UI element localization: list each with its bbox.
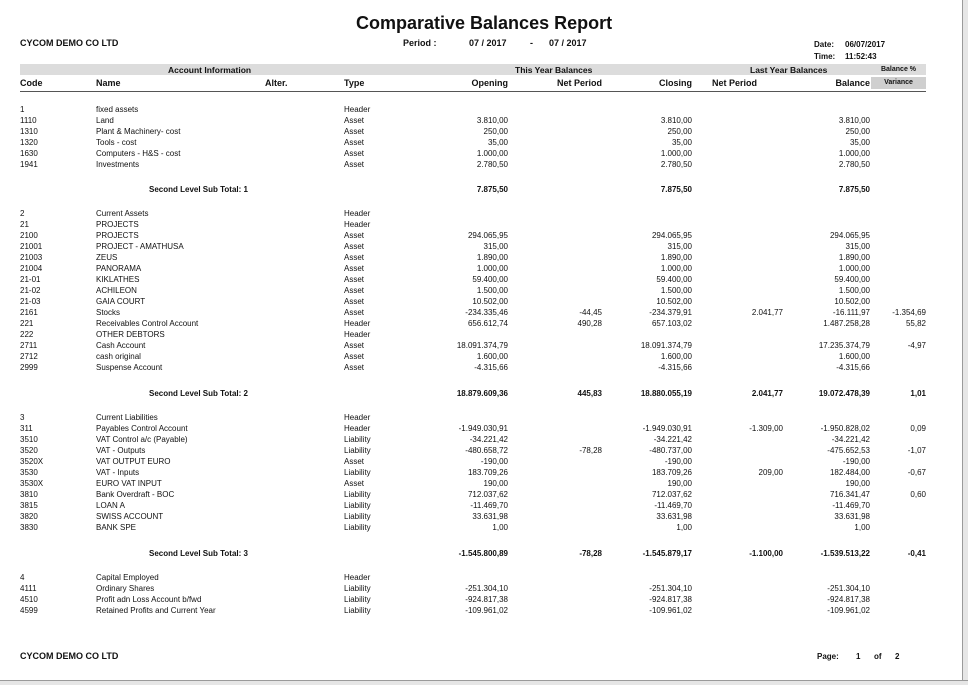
table-row (0, 522, 968, 533)
opening-value: 250,00 (483, 127, 508, 136)
table-row (0, 583, 968, 594)
account-type: Asset (344, 242, 365, 251)
account-name: Profit adn Loss Account b/fwd (96, 595, 202, 604)
account-type: Asset (344, 297, 365, 306)
account-name: GAIA COURT (96, 297, 146, 306)
date-value: 06/07/2017 (845, 40, 886, 49)
table-row (0, 126, 968, 137)
account-type: Asset (344, 138, 365, 147)
account-type: Asset (344, 160, 365, 169)
period-label: Period : (403, 38, 437, 48)
account-code: 4510 (20, 595, 38, 604)
table-row (0, 148, 968, 159)
closing-value: 18.091.374,79 (640, 341, 692, 350)
account-type: Header (344, 220, 371, 229)
account-type: Liability (344, 606, 371, 615)
table-row (0, 500, 968, 511)
account-name: Tools - cost (96, 138, 137, 147)
account-type: Header (344, 413, 371, 422)
table-row (0, 241, 968, 252)
account-code: 3815 (20, 501, 38, 510)
net-period-value: -78,28 (579, 446, 602, 455)
closing-value: 3.810,00 (660, 116, 692, 125)
table-row (0, 605, 968, 616)
ly-balance-value: -109.961,02 (827, 606, 870, 615)
table-row (0, 423, 968, 434)
account-code: 222 (20, 330, 34, 339)
net-period-value: 490,28 (577, 319, 602, 328)
ly-balance-value: -1.950.828,02 (820, 424, 870, 433)
subtotal-row (0, 388, 968, 399)
opening-value: 656.612,74 (467, 319, 508, 328)
closing-value: -924.817,38 (649, 595, 692, 604)
table-row (0, 274, 968, 285)
variance-value: 55,82 (905, 319, 926, 328)
footer-page-number: 1 (856, 652, 861, 661)
account-code: 2 (20, 209, 25, 218)
account-name: cash original (96, 352, 141, 361)
opening-value: 10.502,00 (472, 297, 508, 306)
opening-value: -4.315,66 (474, 363, 508, 372)
account-name: PANORAMA (96, 264, 142, 273)
table-row (0, 351, 968, 362)
account-code: 1310 (20, 127, 38, 136)
footer-company-name: CYCOM DEMO CO LTD (20, 651, 119, 661)
opening-value: 33.631,98 (472, 512, 508, 521)
account-code: 1320 (20, 138, 38, 147)
closing-value: -11.469,70 (654, 501, 692, 510)
opening-value: 1.500,00 (476, 286, 508, 295)
opening-value: 35,00 (487, 138, 508, 147)
closing-value: -4.315,66 (658, 363, 692, 372)
closing-value: 250,00 (667, 127, 692, 136)
table-row (0, 572, 968, 583)
table-row (0, 104, 968, 115)
report-title: Comparative Balances Report (356, 13, 613, 33)
account-name: Retained Profits and Current Year (96, 606, 216, 615)
table-row (0, 511, 968, 522)
ly-balance-value: -190,00 (842, 457, 870, 466)
opening-value: 1.600,00 (476, 352, 508, 361)
table-row (0, 296, 968, 307)
account-name: Investments (96, 160, 140, 169)
ly-balance-value: 1.890,00 (838, 253, 870, 262)
account-type: Liability (344, 523, 371, 532)
account-code: 21001 (20, 242, 43, 251)
table-row (0, 285, 968, 296)
closing-value: 183.709,26 (651, 468, 692, 477)
opening-value: 18.091.374,79 (456, 341, 508, 350)
ly-balance-value: 59.400,00 (834, 275, 870, 284)
account-name: Ordinary Shares (96, 584, 155, 593)
account-name: KIKLATHES (96, 275, 140, 284)
ly-balance-value: -924.817,38 (827, 595, 870, 604)
table-row (0, 456, 968, 467)
account-code: 3810 (20, 490, 38, 499)
table-row (0, 252, 968, 263)
closing-value: 33.631,98 (656, 512, 692, 521)
time-label: Time: (814, 52, 836, 61)
table-row (0, 230, 968, 241)
account-type: Liability (344, 468, 371, 477)
account-type: Asset (344, 149, 365, 158)
account-type: Asset (344, 308, 365, 317)
col-ly-net-period: Net Period (712, 78, 758, 88)
account-type: Asset (344, 264, 365, 273)
account-name: Computers - H&S - cost (96, 149, 181, 158)
closing-value: 1.890,00 (660, 253, 692, 262)
window-bottom-edge (0, 680, 968, 685)
opening-value: 1.890,00 (476, 253, 508, 262)
opening-value: -1.949.030,91 (458, 424, 508, 433)
closing-value: 190,00 (667, 479, 692, 488)
account-type: Header (344, 573, 371, 582)
account-type: Asset (344, 275, 365, 284)
account-name: Receivables Control Account (96, 319, 199, 328)
table-row (0, 478, 968, 489)
ly-balance-value: 33.631,98 (834, 512, 870, 521)
account-code: 221 (20, 319, 34, 328)
variance-value: -1.354,69 (892, 308, 926, 317)
closing-value: 294.065,95 (651, 231, 692, 240)
account-code: 3820 (20, 512, 38, 521)
opening-value: -251.304,10 (465, 584, 508, 593)
col-alter: Alter. (265, 78, 288, 88)
account-code: 4599 (20, 606, 38, 615)
period-separator: - (530, 38, 533, 48)
account-name: VAT - Inputs (96, 468, 140, 477)
table-row (0, 159, 968, 170)
subtotal-ly-balance: 19.072.478,39 (818, 389, 870, 398)
ly-balance-value: -475.652,53 (827, 446, 870, 455)
footer-of-label: of (874, 652, 882, 661)
variance-value: -1,07 (907, 446, 926, 455)
footer-page-total: 2 (895, 652, 900, 661)
header-this-year-balances: This Year Balances (515, 65, 593, 75)
closing-value: -1.949.030,91 (642, 424, 692, 433)
subtotal-variance: 1,01 (910, 389, 926, 398)
account-code: 3520 (20, 446, 38, 455)
col-name: Name (96, 78, 121, 88)
table-row (0, 467, 968, 478)
account-type: Liability (344, 512, 371, 521)
account-name: Current Liabilities (96, 413, 158, 422)
account-code: 21004 (20, 264, 43, 273)
opening-value: 1.000,00 (476, 149, 508, 158)
account-code: 21-03 (20, 297, 41, 306)
account-code: 21 (20, 220, 29, 229)
account-name: VAT - Outputs (96, 446, 146, 455)
ly-balance-value: -34.221,42 (831, 435, 870, 444)
account-name: OTHER DEBTORS (96, 330, 165, 339)
account-name: Payables Control Account (96, 424, 188, 433)
ly-balance-value: -11.469,70 (832, 501, 870, 510)
col-closing: Closing (659, 78, 692, 88)
table-row (0, 594, 968, 605)
opening-value: -924.817,38 (465, 595, 508, 604)
opening-value: 2.780,50 (476, 160, 508, 169)
account-type: Asset (344, 231, 365, 240)
account-code: 21-02 (20, 286, 41, 295)
account-name: Stocks (96, 308, 121, 317)
ly-balance-value: 716.341,47 (829, 490, 870, 499)
ly-balance-value: 1.600,00 (838, 352, 870, 361)
account-name: ZEUS (96, 253, 118, 262)
account-name: VAT OUTPUT EURO (96, 457, 171, 466)
opening-value: -109.961,02 (465, 606, 508, 615)
col-variance: Variance (871, 77, 926, 89)
account-name: EURO VAT INPUT (96, 479, 162, 488)
closing-value: -109.961,02 (649, 606, 692, 615)
header-account-information: Account Information (168, 65, 252, 75)
ly-balance-value: 190,00 (845, 479, 870, 488)
opening-value: 1.000,00 (476, 264, 508, 273)
account-code: 1110 (20, 116, 37, 125)
account-name: Capital Employed (96, 573, 159, 582)
closing-value: 1.500,00 (660, 286, 692, 295)
subtotal-opening: 7.875,50 (476, 185, 508, 194)
closing-value: -480.737,00 (649, 446, 692, 455)
ly-balance-value: 1.500,00 (838, 286, 870, 295)
subtotal-ly-net-period: -1.100,00 (749, 549, 783, 558)
time-value: 11:52:43 (845, 52, 877, 61)
date-label: Date: (814, 40, 835, 49)
account-name: Cash Account (96, 341, 146, 350)
header-last-year-balances: Last Year Balances (750, 65, 828, 75)
table-row (0, 208, 968, 219)
closing-value: 1,00 (676, 523, 692, 532)
ly-balance-value: 1,00 (854, 523, 870, 532)
account-type: Header (344, 209, 371, 218)
account-code: 1 (20, 105, 25, 114)
account-name: Suspense Account (96, 363, 163, 372)
account-name: Current Assets (96, 209, 149, 218)
account-name: SWISS ACCOUNT (96, 512, 164, 521)
account-type: Header (344, 330, 371, 339)
account-code: 2999 (20, 363, 38, 372)
account-name: PROJECTS (96, 220, 139, 229)
col-type: Type (344, 78, 365, 88)
account-code: 311 (20, 424, 33, 433)
subtotal-opening: 18.879.609,36 (456, 389, 508, 398)
opening-value: -34.221,42 (469, 435, 508, 444)
opening-value: 315,00 (483, 242, 508, 251)
account-type: Liability (344, 595, 371, 604)
subtotal-row (0, 548, 968, 559)
ly-balance-value: 17.235.374,79 (818, 341, 870, 350)
closing-value: 59.400,00 (656, 275, 692, 284)
ly-net-period-value: 2.041,77 (751, 308, 783, 317)
subtotal-ly-net-period: 2.041,77 (751, 389, 783, 398)
opening-value: 294.065,95 (467, 231, 508, 240)
ly-balance-value: 35,00 (849, 138, 870, 147)
closing-value: 2.780,50 (660, 160, 692, 169)
opening-value: -234.335,46 (465, 308, 508, 317)
subtotal-ly-balance: -1.539.513,22 (820, 549, 870, 558)
ly-balance-value: 294.065,95 (829, 231, 870, 240)
col-code: Code (20, 78, 43, 88)
opening-value: -480.658,72 (465, 446, 508, 455)
ly-balance-value: 10.502,00 (834, 297, 870, 306)
account-name: PROJECTS (96, 231, 139, 240)
period-from: 07 / 2017 (469, 38, 507, 48)
ly-balance-value: 2.780,50 (838, 160, 870, 169)
account-code: 4111 (20, 584, 37, 593)
opening-value: 1,00 (492, 523, 508, 532)
opening-value: -190,00 (480, 457, 508, 466)
account-code: 21-01 (20, 275, 41, 284)
subtotal-closing: 7.875,50 (660, 185, 692, 194)
account-code: 3510 (20, 435, 38, 444)
account-code: 3520X (20, 457, 44, 466)
table-row (0, 219, 968, 230)
table-row (0, 489, 968, 500)
opening-value: 183.709,26 (467, 468, 508, 477)
ly-balance-value: -251.304,10 (827, 584, 870, 593)
footer-page-label: Page: (817, 652, 839, 661)
account-name: PROJECT - AMATHUSA (96, 242, 184, 251)
closing-value: 1.000,00 (660, 149, 692, 158)
opening-value: -11.469,70 (470, 501, 508, 510)
account-name: Land (96, 116, 114, 125)
closing-value: -34.221,42 (653, 435, 692, 444)
table-row (0, 445, 968, 456)
account-name: ACHILEON (96, 286, 137, 295)
account-code: 21003 (20, 253, 43, 262)
variance-value: -0,67 (907, 468, 926, 477)
closing-value: 10.502,00 (656, 297, 692, 306)
ly-balance-value: 3.810,00 (838, 116, 870, 125)
variance-value: 0,09 (910, 424, 926, 433)
variance-value: 0,60 (910, 490, 926, 499)
col-net-period: Net Period (556, 78, 602, 88)
subtotal-opening: -1.545.800,89 (458, 549, 508, 558)
account-type: Liability (344, 435, 371, 444)
account-type: Asset (344, 116, 365, 125)
account-type: Liability (344, 490, 371, 499)
col-balance: Balance (835, 78, 870, 88)
net-period-value: -44,45 (579, 308, 602, 317)
account-type: Header (344, 424, 371, 433)
ly-balance-value: -16.111,97 (832, 308, 870, 317)
subtotal-closing: -1.545.879,17 (642, 549, 692, 558)
table-row (0, 115, 968, 126)
closing-value: 1.000,00 (660, 264, 692, 273)
account-type: Liability (344, 446, 371, 455)
table-row (0, 329, 968, 340)
ly-balance-value: 1.000,00 (838, 264, 870, 273)
account-name: BANK SPE (96, 523, 137, 532)
account-type: Header (344, 319, 371, 328)
account-code: 2712 (20, 352, 38, 361)
subtotal-label: Second Level Sub Total: 3 (149, 549, 248, 558)
opening-value: 59.400,00 (472, 275, 508, 284)
ly-net-period-value: -1.309,00 (749, 424, 783, 433)
company-name: CYCOM DEMO CO LTD (20, 38, 119, 48)
ly-balance-value: -4.315,66 (836, 363, 870, 372)
opening-value: 3.810,00 (476, 116, 508, 125)
account-code: 2100 (20, 231, 38, 240)
account-type: Liability (344, 584, 371, 593)
account-code: 2161 (20, 308, 38, 317)
subtotal-net-period: -78,28 (579, 549, 602, 558)
subtotal-variance: -0,41 (907, 549, 926, 558)
variance-value: -4,97 (907, 341, 926, 350)
closing-value: -190,00 (664, 457, 692, 466)
account-code: 3530X (20, 479, 44, 488)
header-balance-percent: Balance % (880, 66, 917, 73)
account-type: Asset (344, 363, 365, 372)
table-row (0, 412, 968, 423)
table-row (0, 434, 968, 445)
closing-value: -251.304,10 (649, 584, 692, 593)
account-code: 3530 (20, 468, 38, 477)
table-row (0, 318, 968, 329)
account-type: Asset (344, 457, 365, 466)
opening-value: 190,00 (483, 479, 508, 488)
table-row (0, 340, 968, 351)
subtotal-label: Second Level Sub Total: 2 (149, 389, 248, 398)
account-type: Asset (344, 286, 365, 295)
closing-value: 712.037,62 (651, 490, 692, 499)
account-code: 3830 (20, 523, 38, 532)
account-code: 3 (20, 413, 25, 422)
table-row (0, 362, 968, 373)
ly-balance-value: 250,00 (845, 127, 870, 136)
account-name: Plant & Machinery- cost (96, 127, 181, 136)
account-type: Asset (344, 479, 365, 488)
closing-value: 315,00 (667, 242, 692, 251)
closing-value: 1.600,00 (660, 352, 692, 361)
subtotal-label: Second Level Sub Total: 1 (149, 185, 248, 194)
ly-net-period-value: 209,00 (758, 468, 783, 477)
table-row (0, 137, 968, 148)
account-type: Liability (344, 501, 371, 510)
account-type: Asset (344, 352, 365, 361)
opening-value: 712.037,62 (467, 490, 508, 499)
subtotal-net-period: 445,83 (577, 389, 602, 398)
closing-value: -234.379,91 (649, 308, 692, 317)
account-type: Header (344, 105, 371, 114)
subtotal-ly-balance: 7.875,50 (838, 185, 870, 194)
table-row (0, 307, 968, 318)
account-code: 1941 (20, 160, 38, 169)
account-code: 2711 (20, 341, 38, 350)
account-name: LOAN A (96, 501, 125, 510)
period-to: 07 / 2017 (549, 38, 587, 48)
ly-balance-value: 1.000,00 (838, 149, 870, 158)
table-row (0, 263, 968, 274)
col-opening: Opening (471, 78, 508, 88)
subtotal-row (0, 184, 968, 195)
account-code: 4 (20, 573, 25, 582)
ly-balance-value: 182.484,00 (829, 468, 870, 477)
account-type: Asset (344, 127, 365, 136)
ly-balance-value: 315,00 (845, 242, 870, 251)
account-name: fixed assets (96, 105, 139, 114)
closing-value: 35,00 (671, 138, 692, 147)
closing-value: 657.103,02 (651, 319, 692, 328)
account-code: 1630 (20, 149, 38, 158)
account-type: Asset (344, 341, 365, 350)
account-name: VAT Control a/c (Payable) (96, 435, 188, 444)
ly-balance-value: 1.487.258,28 (823, 319, 870, 328)
account-name: Bank Overdraft - BOC (96, 490, 175, 499)
account-type: Asset (344, 253, 365, 262)
subtotal-closing: 18.880.055,19 (640, 389, 692, 398)
